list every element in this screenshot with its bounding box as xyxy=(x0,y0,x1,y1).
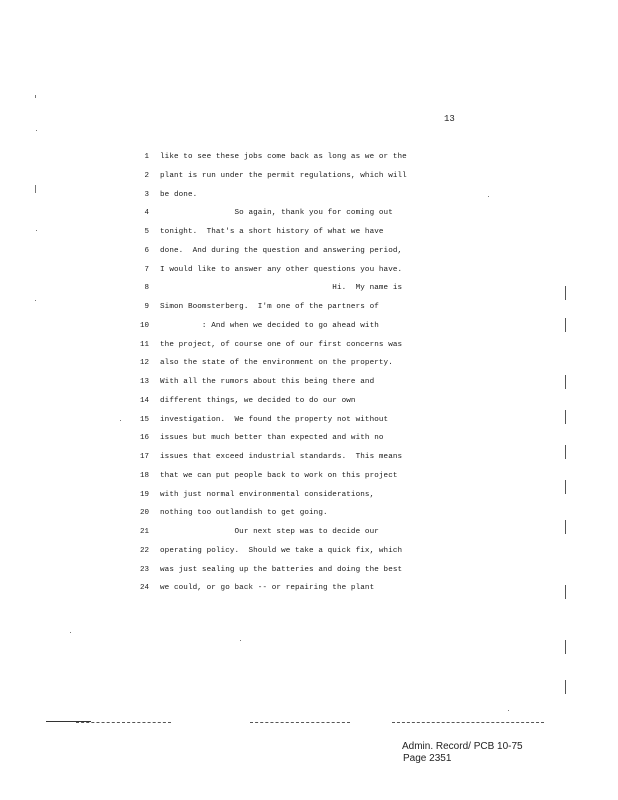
scan-mark xyxy=(565,520,566,534)
line-number: 20 xyxy=(139,509,149,518)
scan-speck xyxy=(36,230,37,231)
line-text: issues that exceed industrial standards. This means xyxy=(160,453,403,461)
transcript-line xyxy=(0,431,618,445)
line-text: different things, we decided to do our own xyxy=(160,396,356,405)
transcript-line xyxy=(0,169,618,183)
line-number: 12 xyxy=(139,359,149,368)
line-text: was just sealing up the batteries and doing the best xyxy=(160,565,403,574)
transcript-line xyxy=(0,581,618,595)
transcript-line xyxy=(0,488,618,502)
line-text: Our next step was to decide our xyxy=(160,528,379,536)
scan-mark xyxy=(565,375,566,389)
transcript-line xyxy=(0,525,618,539)
scan-speck xyxy=(35,95,36,98)
line-text: Simon Boomsterberg. I'm one of the partners of xyxy=(160,303,379,311)
transcript-line xyxy=(0,544,618,558)
line-text: So again, thank you for coming out xyxy=(160,209,393,218)
line-text: investigation. We found the property not without xyxy=(160,415,389,424)
admin-record-line: Admin. Record/ PCB 10-75 xyxy=(402,741,523,752)
line-number: 8 xyxy=(144,284,149,293)
scan-speck xyxy=(35,300,36,301)
scan-speck xyxy=(35,185,36,193)
scan-mark xyxy=(565,445,566,459)
line-number: 15 xyxy=(139,415,149,424)
line-text: issues but much better than expected and with no xyxy=(160,434,384,443)
transcript-line xyxy=(0,338,618,352)
transcript-line xyxy=(0,300,618,314)
line-text: : And when we decided to go ahead with xyxy=(160,321,379,330)
line-number: 7 xyxy=(144,265,149,274)
scan-mark xyxy=(565,640,566,654)
transcript-line xyxy=(0,506,618,520)
line-text: we could, or go back -- or repairing the plant xyxy=(160,584,375,593)
line-number: 4 xyxy=(144,209,149,218)
line-number: 9 xyxy=(144,303,149,311)
scan-mark xyxy=(565,410,566,424)
line-number: 14 xyxy=(139,396,149,405)
scan-mark xyxy=(565,480,566,494)
transcript-line xyxy=(0,263,618,277)
line-number: 23 xyxy=(139,565,149,574)
scan-mark xyxy=(565,585,566,599)
line-number: 1 xyxy=(144,153,149,161)
line-text: I would like to answer any other questions you have. xyxy=(160,265,403,274)
transcript-line xyxy=(0,206,618,220)
line-text: done. And during the question and answering period, xyxy=(160,246,403,255)
line-number: 6 xyxy=(144,246,149,255)
scan-speck xyxy=(70,632,71,633)
footer-dashed-rule xyxy=(76,722,171,724)
line-number: 3 xyxy=(144,190,149,199)
transcript-line xyxy=(0,450,618,464)
line-text: Hi. My name is xyxy=(160,284,403,293)
scan-speck xyxy=(240,640,241,641)
line-number: 11 xyxy=(139,340,149,349)
line-number: 18 xyxy=(139,471,149,480)
admin-record-page: Page 2351 xyxy=(403,753,452,764)
scan-mark xyxy=(565,286,566,300)
footer-dashed-rule xyxy=(392,722,544,724)
transcript-line xyxy=(0,394,618,408)
line-text: the project, of course one of our first concerns was xyxy=(160,340,403,349)
transcript-line xyxy=(0,319,618,333)
transcript-line xyxy=(0,413,618,427)
line-number: 13 xyxy=(139,378,149,386)
line-number: 21 xyxy=(139,528,149,536)
transcript-line xyxy=(0,188,618,202)
line-text: tonight. That's a short history of what we have xyxy=(160,228,384,236)
line-text: With all the rumors about this being there and xyxy=(160,378,375,386)
line-number: 2 xyxy=(144,171,149,180)
line-text: be done. xyxy=(160,190,198,199)
transcript-line xyxy=(0,281,618,295)
line-text: plant is run under the permit regulations, which will xyxy=(160,171,407,180)
line-number: 24 xyxy=(139,584,149,593)
scan-speck xyxy=(488,196,489,197)
transcript-line xyxy=(0,150,618,164)
line-number: 5 xyxy=(144,228,149,236)
transcript-line xyxy=(0,244,618,258)
line-text: like to see these jobs come back as long as we or the xyxy=(160,153,407,161)
line-number: 19 xyxy=(139,490,149,499)
line-text: operating policy. Should we take a quick fix, which xyxy=(160,546,403,555)
page-number: 13 xyxy=(444,114,455,124)
line-number: 10 xyxy=(139,321,149,330)
transcript-line xyxy=(0,563,618,577)
transcript-line xyxy=(0,375,618,389)
scan-mark xyxy=(565,680,566,694)
footer-dashed-rule xyxy=(250,722,350,724)
admin-record-stamp xyxy=(402,741,523,765)
line-number: 16 xyxy=(139,434,149,443)
scan-speck xyxy=(120,420,121,421)
scan-speck xyxy=(508,710,509,711)
line-text: nothing too outlandish to get going. xyxy=(160,509,328,518)
transcript-line xyxy=(0,356,618,370)
transcript-line xyxy=(0,225,618,239)
scan-mark xyxy=(565,318,566,332)
line-number: 17 xyxy=(139,453,149,461)
scan-speck xyxy=(36,130,37,131)
line-number: 22 xyxy=(139,546,149,555)
line-text: also the state of the environment on the property. xyxy=(160,359,393,368)
transcript-line xyxy=(0,469,618,483)
line-text: with just normal environmental considerations, xyxy=(160,490,375,499)
line-text: that we can put people back to work on this project xyxy=(160,471,398,480)
